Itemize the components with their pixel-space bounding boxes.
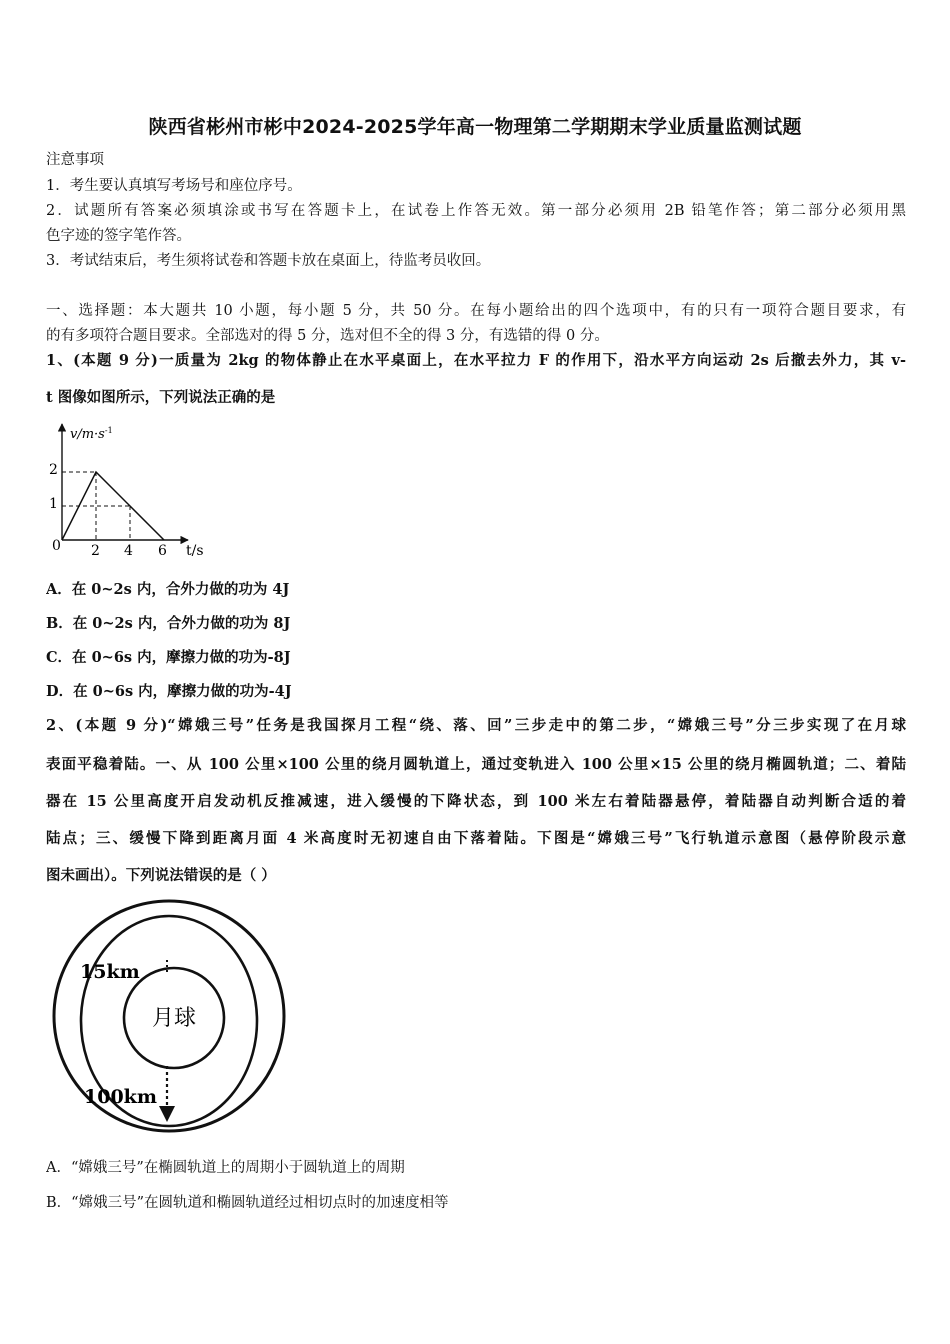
orbit-diagram — [44, 898, 294, 1134]
notice-item-3: 3．考试结束后，考生须将试卷和答题卡放在桌面上，待监考员收回。 — [46, 253, 491, 269]
q2-stem-line-2: 表面平稳着陆。一、从 100 公里×100 公里的绕月圆轨道上，通过变轨进入 100 公里×15 公里的绕月椭圆轨道；二、着陆 — [46, 756, 906, 773]
vt-y-tick-2: 2 — [49, 462, 58, 478]
q2-option-a[interactable]: A．“嫦娥三号”在椭圆轨道上的周期小于圆轨道上的周期 — [46, 1160, 405, 1176]
vt-x-tick-6: 6 — [158, 543, 167, 559]
notice-item-1: 1．考生要认真填写考场号和座位序号。 — [46, 178, 302, 194]
page-title: 陕西省彬州市彬中2024-2025学年高一物理第二学期期末学业质量监测试题 — [148, 116, 802, 138]
vt-y-label: $v/m\cdot s^{-1}$ — [70, 426, 113, 442]
q1-stem-line-1: 1、(本题 9 分)一质量为 2kg 的物体静止在水平桌面上，在水平拉力 F 的作用下，沿水平方向运动 2s 后撤去外力，其 v- — [46, 352, 906, 369]
label-15km: 15km — [80, 961, 140, 983]
q1-option-b[interactable]: B．在 0~2s 内，合外力做的功为 8J — [46, 615, 291, 632]
q1-option-a[interactable]: A．在 0~2s 内，合外力做的功为 4J — [46, 581, 290, 598]
q1-option-c[interactable]: C．在 0~6s 内，摩擦力做的功为-8J — [46, 649, 291, 666]
q2-stem-line-3: 器在 15 公里高度开启发动机反推减速，进入缓慢的下降状态，到 100 米左右着陆器悬停，着陆器自动判断合适的着 — [46, 793, 906, 810]
descent-arrowhead — [159, 1106, 175, 1122]
vt-x-label: t/s — [186, 543, 204, 559]
section-intro-line-1: 一、选择题：本大题共 10 小题，每小题 5 分，共 50 分。在每小题给出的四个选项中，有的只有一项符合题目要求，有 — [46, 303, 906, 319]
notice-item-2: 2．试题所有答案必须填涂或书写在答题卡上，在试卷上作答无效。第一部分必须用 2B 铅笔作答；第二部分必须用黑 — [46, 203, 906, 219]
vt-y-tick-1: 1 — [49, 496, 58, 512]
label-100km: 100km — [84, 1086, 157, 1108]
vt-graph — [40, 418, 230, 563]
moon-label: 月球 — [151, 1006, 197, 1031]
section-intro-line-2: 的有多项符合题目要求。全部选对的得 5 分，选对但不全的得 3 分，有选错的得 0 分。 — [46, 328, 609, 344]
q2-option-b[interactable]: B．“嫦娥三号”在圆轨道和椭圆轨道经过相切点时的加速度相等 — [46, 1195, 449, 1211]
vt-x-tick-4: 4 — [124, 543, 133, 559]
notice-item-2-cont: 色字迹的签字笔作答。 — [46, 228, 191, 244]
q1-option-d[interactable]: D．在 0~6s 内，摩擦力做的功为-4J — [46, 683, 292, 700]
q2-stem-line-4: 陆点；三、缓慢下降到距离月面 4 米高度时无初速自由下落着陆。下图是“嫦娥三号”飞行轨道示意图（悬停阶段示意 — [46, 830, 906, 847]
q2-stem-line-5: 图未画出）。下列说法错误的是（ ） — [46, 867, 276, 884]
vt-x-tick-2: 2 — [91, 543, 100, 559]
q2-stem-line-1: 2、(本题 9 分)“嫦娥三号”任务是我国探月工程“绕、落、回”三步走中的第二步，“嫦娥三号”分三步实现了在月球 — [46, 717, 906, 734]
q1-stem-line-2: t 图像如图所示，下列说法正确的是 — [46, 389, 276, 406]
vt-origin-label: 0 — [52, 538, 61, 554]
notice-heading: 注意事项 — [46, 152, 104, 168]
